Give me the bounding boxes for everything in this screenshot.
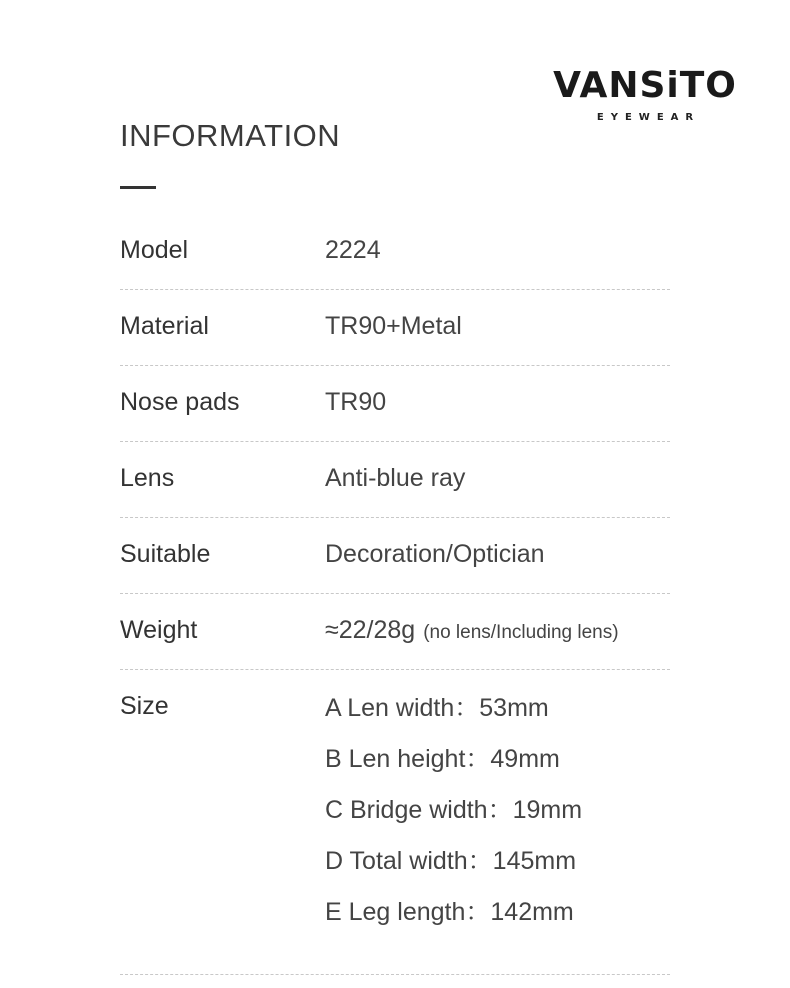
spec-row-nose-pads xyxy=(120,366,670,442)
spec-label: Nose pads xyxy=(120,388,240,416)
spec-label: Suitable xyxy=(120,540,211,568)
spec-table xyxy=(120,214,670,975)
spec-value: Anti-blue ray xyxy=(325,464,466,492)
spec-row-material xyxy=(120,290,670,366)
spec-label: Weight xyxy=(120,616,198,644)
title-underline xyxy=(120,186,156,189)
brand-name: VANSiTO xyxy=(553,65,737,106)
spec-row-lens xyxy=(120,442,670,518)
spec-label: Lens xyxy=(120,464,175,492)
brand-logo xyxy=(540,66,750,123)
spec-row-size xyxy=(120,670,670,975)
spec-row-model xyxy=(120,214,670,290)
size-item-total-width: D Total width：145mm xyxy=(325,847,577,875)
spec-label: Material xyxy=(120,312,209,340)
size-item-bridge-width: C Bridge width：19mm xyxy=(325,796,583,824)
spec-label: Size xyxy=(120,692,169,720)
brand-tagline: EYEWEAR xyxy=(596,112,701,123)
spec-row-suitable xyxy=(120,518,670,594)
spec-label: Model xyxy=(120,236,189,264)
size-item-len-height: B Len height：49mm xyxy=(325,745,560,773)
spec-value: 2224 xyxy=(325,236,381,264)
weight-note: (no lens/Including lens) xyxy=(423,622,619,643)
section-title: INFORMATION xyxy=(120,118,341,153)
spec-value: TR90+Metal xyxy=(325,312,462,340)
size-item-len-width: A Len width：53mm xyxy=(325,694,549,722)
spec-value: Decoration/Optician xyxy=(325,540,545,568)
size-list xyxy=(325,692,582,947)
spec-value-weight xyxy=(325,616,619,645)
spec-row-weight xyxy=(120,594,670,670)
spec-value: TR90 xyxy=(325,388,387,416)
weight-value: ≈22/28g xyxy=(325,616,416,644)
size-item-leg-length: E Leg length：142mm xyxy=(325,898,574,926)
